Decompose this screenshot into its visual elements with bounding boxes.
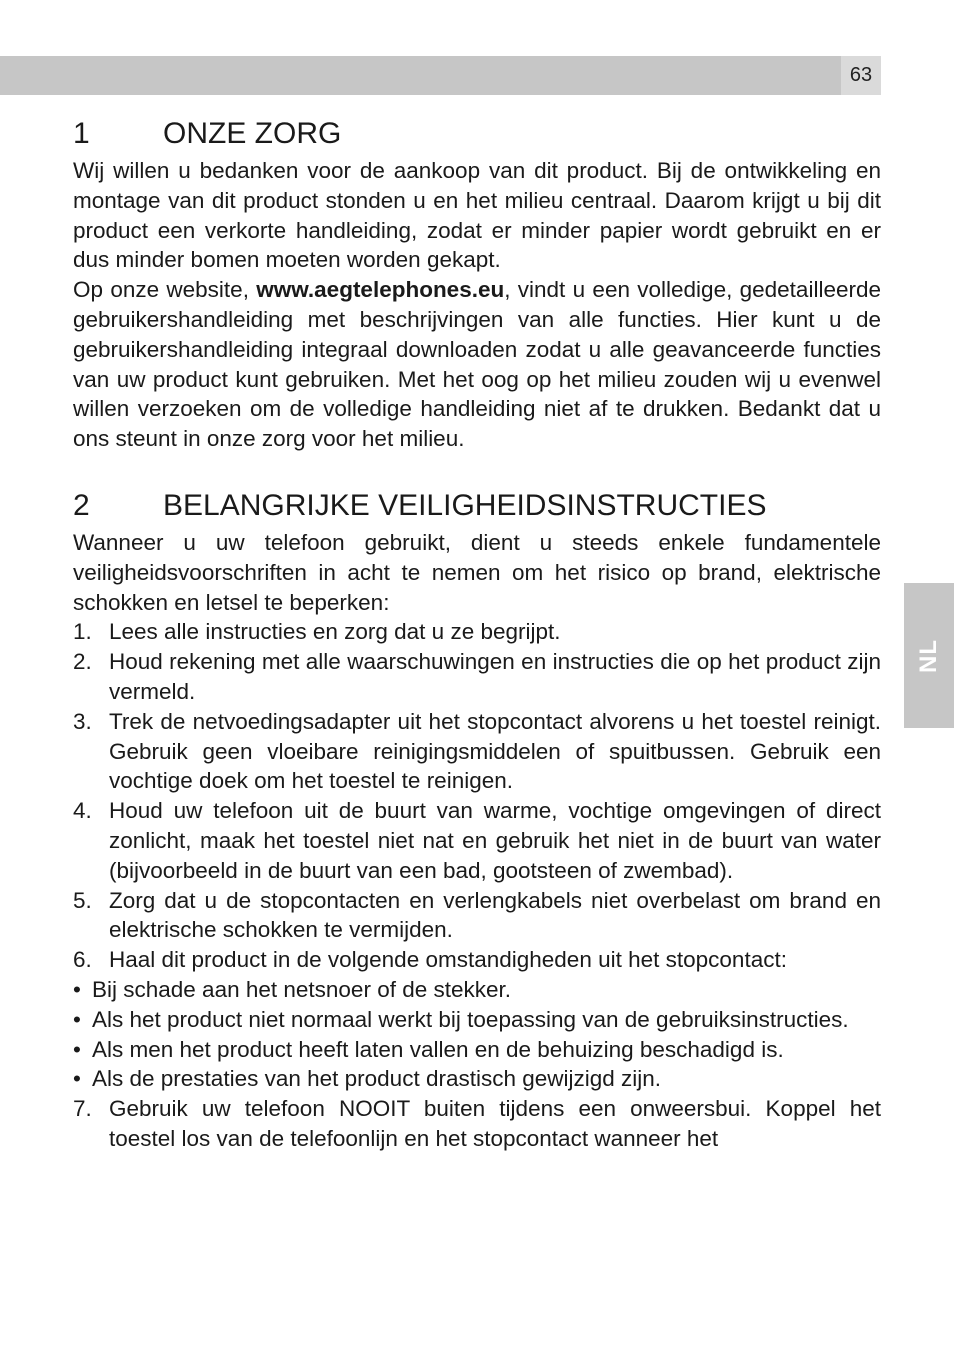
list-item [73,796,881,885]
bullet-text: Bij schade aan het netsnoer of de stekker. [92,976,512,1002]
website-link: www.aegtelephones.eu [256,277,505,303]
section-1-title: ONZE ZORG [163,117,342,150]
item-text: Houd uw telefoon uit de buurt van warme, vochtige omgevingen of direct zonlicht, maak het toestel niet nat en gebruik het niet in de buurt van water (bijvoorbeeld in de buurt van een bad, gootsteen of zwembad). [109,798,881,883]
item-text: Gebruik uw telefoon NOOIT buiten tijdens een onweersbui. Koppel het toestel los van de telefoonlijn en het stopcontact wanneer het [109,1096,881,1151]
item-number: 7. [73,1096,92,1122]
section-1-number: 1 [73,117,90,150]
bullet-symbol: • [73,1036,81,1062]
bullet-symbol: • [73,1006,81,1032]
item-text: Trek de netvoedingsadapter uit het stopcontact alvorens u het toestel reinigt. Gebruik geen vloeibare reinigingsmiddelen of spuitbussen. Gebruik een vochtige doek om het toestel te reinigen. [109,708,881,794]
bullet-item [73,975,881,1005]
item-text: Zorg dat u de stopcontacten en verlengkabels niet overbelast om brand en elektrische schokken te vermijden. [109,887,881,943]
list-item [73,617,881,647]
para2-text-after: , vindt u een volledige, gedetailleerde gebruikershandleiding met beschrijvingen van alle functies. Hier kunt u de gebruikershandleiding integraal downloaden zodat u alle geavanceerde functies van uw product kunt gebruiken. Met het oog op het milieu zouden wij u evenwel willen verzoeken om de volledige handleiding niet af te drukken. Bedankt dat u ons steunt in onze zorg voor het milieu. [73,277,881,452]
section-2-intro: Wanneer u uw telefoon gebruikt, dient u steeds enkele fundamentele veiligheidsvoorschriften in acht te nemen om het risico op brand, elektrische schokken en letsel te beperken: [73,529,881,615]
section-1-paragraph-1: Wij willen u bedanken voor de aankoop van dit product. Bij de ontwikkeling en montage van dit product stonden u en het milieu centraal. Daarom krijgt u bij dit product een verkorte handleiding, zodat er minder papier wordt gebruikt en er dus minder bomen moeten worden gekapt. [73,158,881,273]
item-number: 5. [73,887,92,913]
item-text: Houd rekening met alle waarschuwingen en instructies die op het product zijn vermeld. [109,649,881,704]
bullet-item [73,1064,881,1094]
instruction-list-continued [73,1094,881,1154]
bullet-item [73,1035,881,1065]
item-number: 1. [73,619,92,645]
bullet-symbol: • [73,1066,81,1092]
instruction-list [73,617,881,975]
bullet-text: Als de prestaties van het product drastisch gewijzigd zijn. [92,1066,662,1092]
item-text: Haal dit product in de volgende omstandigheden uit het stopcontact: [109,947,787,973]
section-2-title: BELANGRIJKE VEILIGHEIDSINSTRUCTIES [163,488,767,522]
section-2-heading [73,484,881,528]
language-tab-label: NL [915,638,942,673]
bullet-item [73,1005,881,1035]
language-tab [904,583,954,728]
bullet-symbol: • [73,976,81,1002]
item-number: 6. [73,947,92,973]
item-text: Lees alle instructies en zorg dat u ze begrijpt. [109,619,561,645]
condition-bullets [73,975,881,1094]
list-item [73,707,881,796]
page-content [73,112,881,1154]
list-item [73,945,881,975]
item-number: 3. [73,708,92,734]
section-1-paragraph-2 [73,275,881,454]
page-number: 63 [841,56,881,95]
list-item [73,886,881,946]
para2-text-before: Op onze website, [73,277,257,303]
header-band [0,56,841,95]
section-2-number: 2 [73,488,90,522]
bullet-text: Als het product niet normaal werkt bij toepassing van de gebruiksinstructies. [92,1006,849,1032]
item-number: 2. [73,649,92,675]
list-item [73,647,881,707]
section-1-heading [73,112,881,156]
item-number: 4. [73,798,92,824]
bullet-text: Als men het product heeft laten vallen en de behuizing beschadigd is. [92,1036,784,1062]
list-item [73,1094,881,1154]
